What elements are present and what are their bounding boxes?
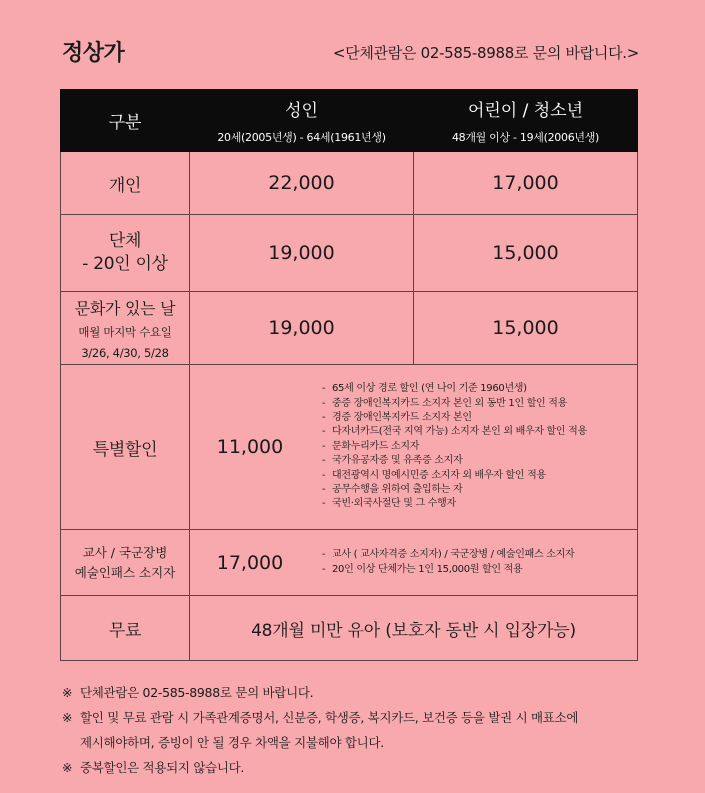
list-item: - 대전광역시 명예시민증 소지자 외 배우자 할인 적용 [322,469,546,481]
special-notes [322,382,587,512]
header-adult-label: 성인 [285,101,318,121]
table-row [61,292,638,365]
list-item: - 중증 장애인복지카드 소지자 본인 외 동반 1인 할인 적용 [322,397,568,409]
adult-price: 19,000 [190,215,414,292]
category-line: 단체 [108,231,142,251]
list-item: - 20인 이상 단체가는 1인 15,000원 할인 적용 [322,563,523,575]
youth-price: 17,000 [414,152,638,215]
table-header-row [61,90,638,152]
special-discount-cell [190,365,638,530]
price-table [60,89,638,661]
adult-price: 22,000 [190,152,414,215]
reference-mark: ※ [62,685,73,700]
table-row [61,215,638,292]
row-category [61,292,190,365]
footer-note-continued: 제시해야하며, 증빙이 안 될 경우 차액을 지불해야 합니다. [80,735,384,750]
footer-notes [62,680,662,780]
list-item: - 국가유공자증 및 유족증 소지자 [322,455,463,467]
table-row [61,152,638,215]
row-category: 무료 [61,596,190,661]
list-item: - 문화누리카드 소지자 [322,440,420,452]
row-category: 개인 [61,152,190,215]
group-inquiry-note: <단체관람은 02-585-8988로 문의 바랍니다.> [332,44,639,62]
youth-price: 15,000 [414,215,638,292]
list-item: - 공무수행을 위하여 출입하는 자 [322,484,463,496]
footer-note: ※ 할인 및 무료 관람 시 가족관계증명서, 신분증, 학생증, 복지카드, 보건증 등을 발권 시 매표소에 [62,705,662,730]
row-category [61,530,190,596]
row-category: 특별할인 [61,365,190,530]
list-item: - 65세 이상 경로 할인 (연 나이 기준 1960년생) [322,383,527,395]
adult-price: 19,000 [190,292,414,365]
table-row-special [61,365,638,530]
header-adult [190,90,414,152]
header-youth [414,90,638,152]
header-category: 구분 [61,90,190,152]
category-line: 예술인패스 소지자 [74,564,176,580]
list-item: - 국빈·외국사절단 및 그 수행자 [322,498,456,510]
list-item: - 교사 ( 교사자격증 소지자) / 국군장병 / 예술인패스 소지자 [322,549,575,561]
free-admission-text: 48개월 미만 유아 (보호자 동반 시 입장가능) [190,596,638,661]
header-youth-range: 48개월 이상 - 19세(2006년생) [451,131,600,144]
list-item: - 경증 장애인복지카드 소지자 본인 [322,411,472,423]
page-title: 정상가 [62,41,125,66]
row-category [61,215,190,292]
category-line: - 20인 이상 [82,254,168,274]
special-price: 11,000 [216,436,284,458]
category-line: 교사 / 국군장병 [82,544,168,560]
category-line: 3/26, 4/30, 5/28 [81,346,169,360]
youth-price: 15,000 [414,292,638,365]
header-adult-range: 20세(2005년생) - 64세(1961년생) [217,131,386,144]
category-line: 매월 마지막 수요일 [78,325,172,339]
list-item: - 다자녀카드(전국 지역 가능) 소지자 본인 외 배우자 할인 적용 [322,426,587,438]
reference-mark: ※ [62,760,73,775]
teacher-price: 17,000 [216,551,284,574]
table-row-free [61,596,638,661]
footer-note: ※ 중복할인은 적용되지 않습니다. [62,755,662,780]
footer-note: ※ 단체관람은 02-585-8988로 문의 바랍니다. [62,680,662,705]
teacher-discount-cell [190,530,638,596]
reference-mark: ※ [62,710,73,725]
category-line: 문화가 있는 날 [74,299,176,318]
teacher-notes [322,548,574,577]
header-youth-label: 어린이 / 청소년 [467,101,584,121]
table-row-teacher [61,530,638,596]
